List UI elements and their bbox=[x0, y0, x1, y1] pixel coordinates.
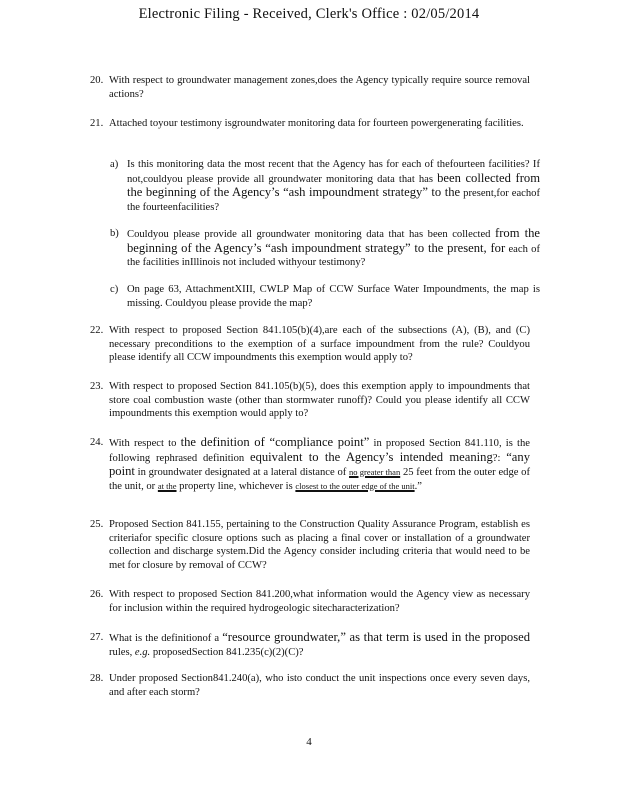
text-span: been collected from the beginning of the Agency’s “ash impoundment strategy” to the bbox=[127, 170, 540, 200]
italic-abbrev: e.g. bbox=[134, 646, 151, 658]
question-number: 20. bbox=[90, 75, 104, 86]
text-span: ?: bbox=[492, 452, 501, 464]
text-span: each of the facilities inIllinois not included withyour testimony? bbox=[127, 243, 540, 269]
text-span: Couldyou please provide all groundwater monitoring data that has been collected bbox=[127, 229, 491, 240]
defined-term: the definition of “compliance point” bbox=[180, 435, 370, 449]
question-text bbox=[109, 631, 530, 659]
question-26 bbox=[90, 588, 530, 615]
question-21c bbox=[110, 283, 540, 310]
text-span: Is this monitoring data the most recent that the Agency has for each of thefourteen facilities? If not,couldyou please provide all groundwater monitoring data that has bbox=[127, 159, 540, 185]
question-number: 26. bbox=[90, 589, 104, 600]
underlined-insertion: closest to the outer edge of the unit bbox=[295, 480, 415, 491]
page-number: 4 bbox=[306, 736, 312, 748]
question-23 bbox=[90, 380, 530, 421]
underlined-insertion: at the bbox=[157, 480, 177, 491]
text-span: in proposed Section 841.110, is the following rephrased definition bbox=[109, 438, 530, 464]
question-text bbox=[109, 436, 530, 493]
question-text: With respect to proposed Section 841.200,what information would the Agency view as necessary for inclusion within the required hydrogeologic sitecharacterization? bbox=[109, 589, 530, 614]
text-span: in groundwater designated at a lateral distance of bbox=[137, 467, 347, 479]
text-span: equivalent to the Agency’s intended meaning bbox=[249, 449, 493, 464]
defined-term: “resource groundwater,” as that term is used in the proposed bbox=[222, 630, 530, 644]
filing-header: Electronic Filing - Received, Clerk's Office : 02/05/2014 bbox=[138, 6, 480, 22]
text-span: present,for eachof the fourteenfacilities? bbox=[127, 188, 541, 213]
question-number: 28. bbox=[90, 673, 104, 684]
text-span: What is the definitionof a bbox=[109, 633, 220, 644]
question-21 bbox=[90, 117, 530, 131]
question-number: 21. bbox=[90, 118, 104, 129]
text-span: from the beginning of the Agency’s “ash impoundment strategy” to the present, for bbox=[127, 226, 540, 255]
question-text: Proposed Section 841.155, pertaining to the Construction Quality Assurance Program, establish es criteriafor specific closure options such as placing a final cover or installation of a groundwater collection and discharge system.Did the Agency consider including criteria that would need to be met for closure by removal of CCW? bbox=[109, 519, 530, 571]
text-span: “any point bbox=[109, 449, 530, 479]
question-number: 24. bbox=[90, 437, 104, 448]
text-span: .” bbox=[414, 480, 422, 492]
question-21b bbox=[110, 227, 540, 270]
question-text: Attached toyour testimony isgroundwater monitoring data for fourteen powergenerating facilities. bbox=[109, 118, 524, 129]
question-number: 22. bbox=[90, 325, 104, 336]
subquestion-letter: c) bbox=[110, 284, 119, 295]
question-25 bbox=[90, 518, 530, 572]
text-span: 25 feet from the outer edge of the unit, or bbox=[109, 467, 531, 492]
question-number: 25. bbox=[90, 519, 104, 530]
question-text: With respect to proposed Section 841.105(b)(4),are each of the subsections (A), (B), and (C) necessary preconditions to the exemption of a surface impoundment from the rule? Couldyou please identify all CCW impoundments this exemption would apply to? bbox=[109, 325, 530, 364]
text-span: With respect to bbox=[109, 438, 177, 449]
question-number: 27. bbox=[90, 632, 104, 643]
subquestion-text: On page 63, AttachmentXIII, CWLP Map of CCW Surface Water Impoundments, the map is missing. Couldyou please provide the map? bbox=[127, 284, 540, 309]
question-21a bbox=[110, 158, 540, 214]
question-28 bbox=[90, 672, 530, 699]
question-text: With respect to proposed Section 841.105(b)(5), does this exemption apply to impoundments that store coal combustion waste (other than stormwater runoff)? Could you please identify all CCW impoundments this exemption would apply to? bbox=[109, 381, 530, 420]
underlined-insertion: no greater than bbox=[349, 467, 401, 478]
question-22 bbox=[90, 324, 530, 365]
subquestion-text bbox=[127, 227, 540, 270]
question-text: Under proposed Section841.240(a), who isto conduct the unit inspections once every seven days, and after each storm? bbox=[109, 673, 530, 698]
subquestion-letter: b) bbox=[110, 228, 119, 239]
question-24 bbox=[90, 436, 530, 493]
question-27 bbox=[90, 631, 530, 659]
subquestion-letter: a) bbox=[110, 159, 119, 170]
question-text: With respect to groundwater management zones,does the Agency typically require source removal actions? bbox=[109, 75, 530, 100]
question-number: 23. bbox=[90, 381, 104, 392]
text-span: property line, whichever is bbox=[179, 480, 293, 492]
text-span: rules, bbox=[109, 646, 133, 658]
question-20 bbox=[90, 74, 530, 101]
text-span: proposedSection 841.235(c)(2)(C)? bbox=[152, 646, 304, 658]
subquestion-text bbox=[127, 158, 540, 214]
